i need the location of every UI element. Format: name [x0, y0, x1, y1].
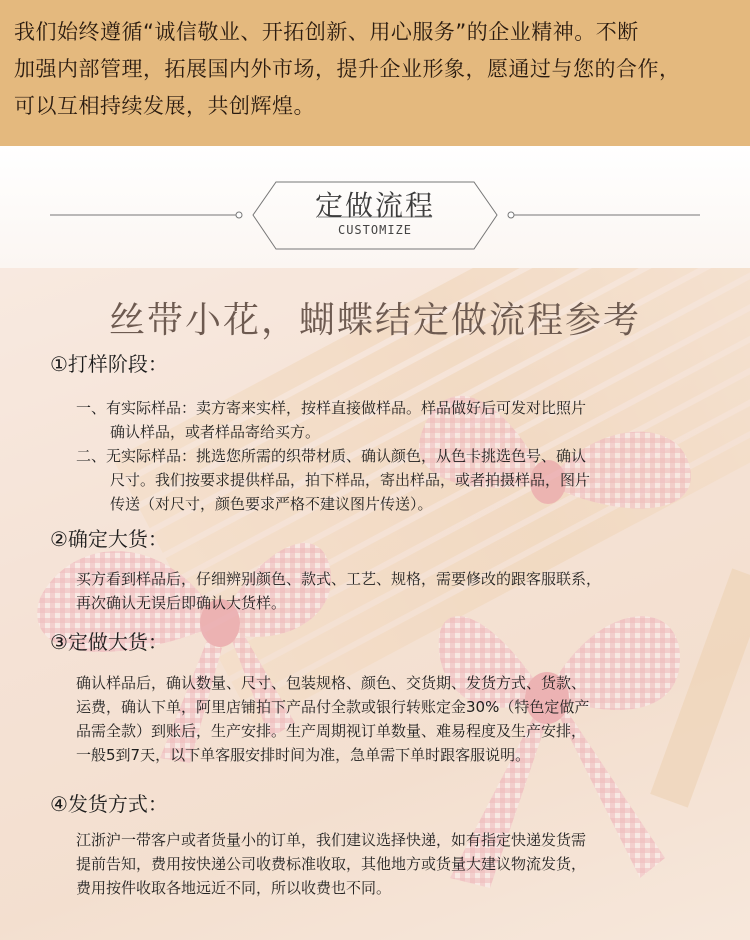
- stage-1-item-1: 一、有实际样品：卖方寄来实样，按样直接做样品。样品做好后可发对比照片 确认样品，或者样品寄给买方。: [76, 399, 587, 441]
- stage-4-text: 江浙沪一带客户或者货量小的订单，我们建议选择快递，如有指定快递发货需 提前告知，费用按快递公司收费标准收取，其他地方或货量大建议物流发货， 费用按件收取各地远近不同，所以收费也不同。: [76, 831, 587, 897]
- section-header: [0, 146, 750, 268]
- stage-2-title: ②确定大货：: [50, 527, 168, 551]
- header-title: 定做流程: [314, 189, 435, 222]
- process-title: 丝带小花，蝴蝶结定做流程参考: [108, 300, 641, 341]
- intro-line-1: 我们始终遵循“诚信敬业、开拓创新、用心服务”的企业精神。不断: [14, 20, 639, 44]
- stage-2-text: 买方看到样品后，仔细辨别颜色、款式、工艺、规格，需要修改的跟客服联系， 再次确认无误后即确认大货样。: [76, 570, 602, 612]
- intro-line-2: 加强内部管理，拓展国内外市场，提升企业形象，愿通过与您的合作，: [14, 57, 681, 81]
- intro-line-3: 可以互相持续发展，共创辉煌。: [14, 94, 315, 118]
- process-content: [0, 268, 750, 940]
- stage-3-title: ③定做大货：: [50, 630, 168, 654]
- stage-3-text: 确认样品后，确认数量、尺寸、包装规格、颜色、交货期、发货方式、货款、 运费，确认下单，阿里店铺拍下产品付全款或银行转账定金30%（特色定做产 品需全款）到账后，生产安排。生产周期视订单数量、难易程度及生产安排， 一般5到7天，以下单客服安排时间为准，急单需下单时跟客服说明。: [76, 674, 590, 764]
- stage-4-title: ④发货方式：: [50, 792, 168, 816]
- stage-1-title: ①打样阶段：: [50, 352, 168, 376]
- header-subtitle: CUSTOMIZE: [337, 223, 413, 237]
- customize-process-panel: [0, 268, 750, 940]
- stage-1-item-2: 二、无实际样品：挑选您所需的织带材质、确认颜色，从色卡挑选色号、确认 尺寸。我们按要求提供样品，拍下样品，寄出样品，或者拍摄样品，图片 传送（对尺寸，颜色要求严格不建议图片传送）。: [76, 447, 591, 513]
- intro-banner: [0, 0, 750, 146]
